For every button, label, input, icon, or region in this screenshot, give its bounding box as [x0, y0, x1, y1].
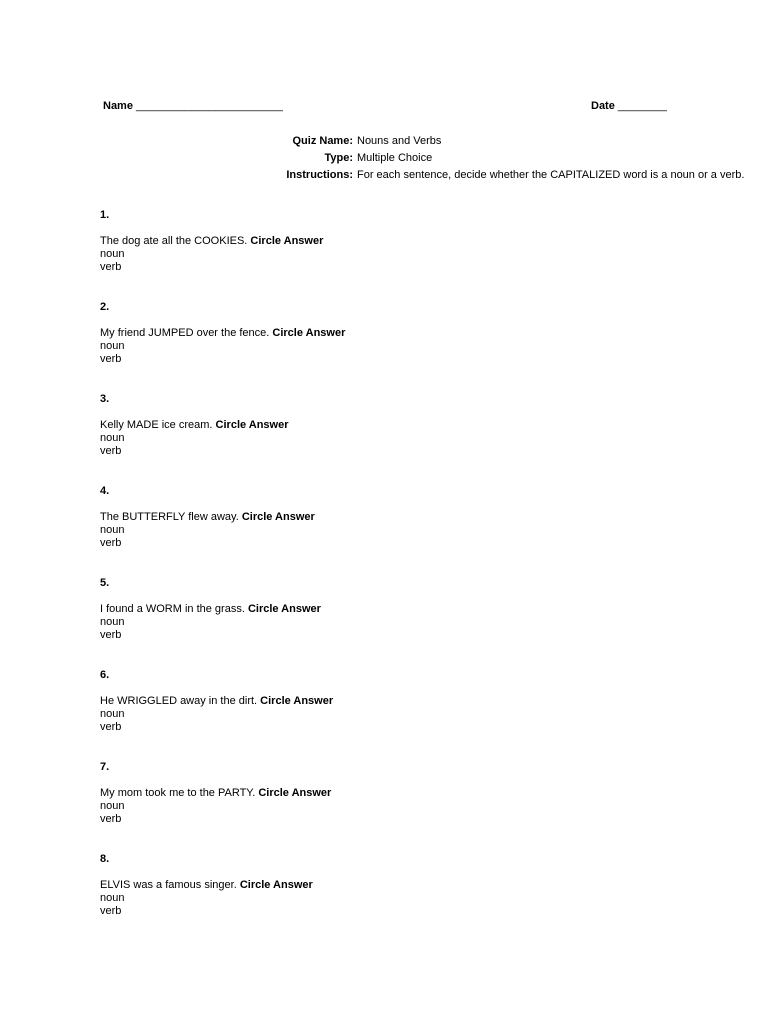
question-number: 6.	[100, 669, 110, 681]
option-noun[interactable]: noun	[100, 432, 125, 444]
question-number: 5.	[100, 577, 110, 589]
question-sentence: The dog ate all the COOKIES.	[100, 235, 248, 247]
question-number: 8.	[100, 853, 110, 865]
question-sentence: My friend JUMPED over the fence.	[100, 327, 270, 339]
question-8	[100, 853, 660, 945]
option-verb[interactable]: verb	[100, 629, 122, 641]
question-5	[100, 577, 660, 669]
option-noun[interactable]: noun	[100, 800, 125, 812]
date-blank[interactable]: ________	[614, 100, 667, 112]
question-text	[100, 419, 660, 432]
question-7	[100, 761, 660, 853]
question-text	[100, 603, 660, 616]
circle-answer-label: Circle Answer	[260, 695, 334, 707]
option-verb[interactable]: verb	[100, 721, 122, 733]
question-1	[100, 209, 660, 301]
question-4	[100, 485, 660, 577]
option-noun[interactable]: noun	[100, 892, 125, 904]
question-sentence: My mom took me to the PARTY.	[100, 787, 256, 799]
instructions-value: For each sentence, decide whether the CAPITALIZED word is a noun or a verb.	[357, 169, 745, 181]
question-sentence: I found a WORM in the grass.	[100, 603, 245, 615]
question-text	[100, 879, 660, 892]
option-verb[interactable]: verb	[100, 813, 122, 825]
quiz-type-row	[200, 152, 768, 169]
question-number: 4.	[100, 485, 110, 497]
question-number: 1.	[100, 209, 110, 221]
question-text	[100, 511, 660, 524]
circle-answer-label: Circle Answer	[272, 327, 346, 339]
date-label: Date	[591, 100, 615, 112]
question-sentence: Kelly MADE ice cream.	[100, 419, 213, 431]
quiz-type-label: Type:	[324, 152, 353, 164]
question-text	[100, 787, 660, 800]
circle-answer-label: Circle Answer	[247, 603, 321, 615]
name-label: Name	[103, 100, 133, 112]
quiz-type-value: Multiple Choice	[357, 152, 433, 164]
question-3	[100, 393, 660, 485]
option-noun[interactable]: noun	[100, 340, 125, 352]
question-number: 2.	[100, 301, 110, 313]
circle-answer-label: Circle Answer	[239, 879, 313, 891]
question-text	[100, 235, 660, 248]
question-sentence: ELVIS was a famous singer.	[100, 879, 237, 891]
date-field[interactable]	[591, 100, 667, 113]
circle-answer-label: Circle Answer	[258, 787, 332, 799]
option-verb[interactable]: verb	[100, 905, 122, 917]
quiz-name-label: Quiz Name:	[292, 135, 353, 147]
question-text	[100, 327, 660, 340]
option-noun[interactable]: noun	[100, 524, 125, 536]
question-6	[100, 669, 660, 761]
circle-answer-label: Circle Answer	[215, 419, 289, 431]
instructions-row	[200, 169, 768, 186]
name-field[interactable]	[103, 100, 283, 113]
question-number: 3.	[100, 393, 110, 405]
question-2	[100, 301, 660, 393]
option-verb[interactable]: verb	[100, 261, 122, 273]
circle-answer-label: Circle Answer	[241, 511, 315, 523]
option-verb[interactable]: verb	[100, 353, 122, 365]
option-noun[interactable]: noun	[100, 616, 125, 628]
question-list	[100, 209, 660, 945]
quiz-info	[200, 135, 768, 186]
quiz-name-row	[200, 135, 768, 152]
option-verb[interactable]: verb	[100, 537, 122, 549]
option-noun[interactable]: noun	[100, 708, 125, 720]
instructions-label: Instructions:	[286, 169, 353, 181]
question-sentence: He WRIGGLED away in the dirt.	[100, 695, 258, 707]
question-text	[100, 695, 660, 708]
question-number: 7.	[100, 761, 110, 773]
name-blank[interactable]: ________________________	[132, 100, 283, 112]
circle-answer-label: Circle Answer	[250, 235, 324, 247]
quiz-name-value: Nouns and Verbs	[357, 135, 442, 147]
question-sentence: The BUTTERFLY flew away.	[100, 511, 239, 523]
option-verb[interactable]: verb	[100, 445, 122, 457]
option-noun[interactable]: noun	[100, 248, 125, 260]
